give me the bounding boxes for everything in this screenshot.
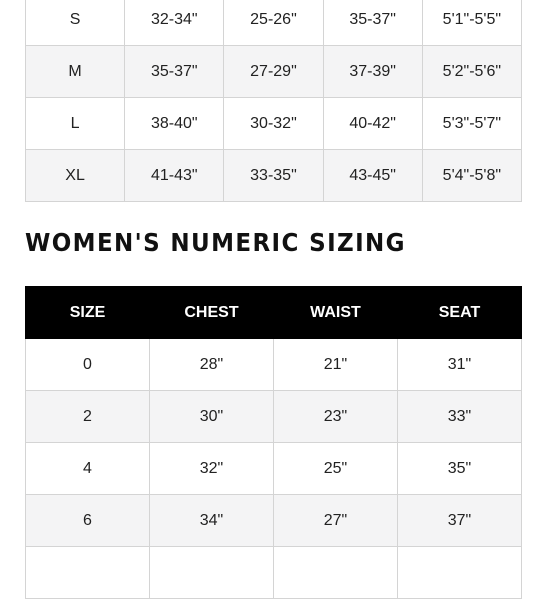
column-header-waist: WAIST <box>274 287 398 339</box>
section-heading: WOMEN'S NUMERIC SIZING <box>25 228 406 257</box>
size-cell: 2 <box>26 391 150 443</box>
height-cell: 5'1"-5'5" <box>422 0 521 46</box>
chest-cell: 35-37" <box>125 46 224 98</box>
table-row <box>26 443 522 495</box>
size-cell: XL <box>26 150 125 202</box>
seat-cell: 35" <box>398 443 522 495</box>
chest-cell: 28" <box>150 339 274 391</box>
size-cell: 4 <box>26 443 150 495</box>
size-cell: S <box>26 0 125 46</box>
seat-cell <box>398 547 522 599</box>
column-header-chest: CHEST <box>150 287 274 339</box>
seat-cell: 33" <box>398 391 522 443</box>
size-cell: L <box>26 98 125 150</box>
chest-cell: 32" <box>150 443 274 495</box>
table-row <box>26 391 522 443</box>
waist-cell: 27" <box>274 495 398 547</box>
column-header-seat: SEAT <box>398 287 522 339</box>
seat-cell: 40-42" <box>323 98 422 150</box>
waist-cell: 27-29" <box>224 46 323 98</box>
column-header-size: SIZE <box>26 287 150 339</box>
chest-cell: 34" <box>150 495 274 547</box>
waist-cell: 33-35" <box>224 150 323 202</box>
table-row <box>26 339 522 391</box>
chest-cell: 30" <box>150 391 274 443</box>
table-row <box>26 46 522 98</box>
numeric-size-table <box>25 286 522 599</box>
size-cell: 6 <box>26 495 150 547</box>
seat-cell: 37-39" <box>323 46 422 98</box>
size-cell <box>26 547 150 599</box>
table-row <box>26 150 522 202</box>
table-row <box>26 98 522 150</box>
height-cell: 5'4"-5'8" <box>422 150 521 202</box>
waist-cell: 23" <box>274 391 398 443</box>
chest-cell: 32-34" <box>125 0 224 46</box>
seat-cell: 43-45" <box>323 150 422 202</box>
seat-cell: 37" <box>398 495 522 547</box>
seat-cell: 35-37" <box>323 0 422 46</box>
table-row <box>26 547 522 599</box>
seat-cell: 31" <box>398 339 522 391</box>
waist-cell: 30-32" <box>224 98 323 150</box>
table-row <box>26 0 522 46</box>
chest-cell <box>150 547 274 599</box>
size-cell: M <box>26 46 125 98</box>
height-cell: 5'2"-5'6" <box>422 46 521 98</box>
letter-size-table <box>25 0 522 202</box>
waist-cell <box>274 547 398 599</box>
waist-cell: 25" <box>274 443 398 495</box>
height-cell: 5'3"-5'7" <box>422 98 521 150</box>
chest-cell: 38-40" <box>125 98 224 150</box>
chest-cell: 41-43" <box>125 150 224 202</box>
table-row <box>26 495 522 547</box>
table-header-row <box>26 287 522 339</box>
size-cell: 0 <box>26 339 150 391</box>
waist-cell: 21" <box>274 339 398 391</box>
waist-cell: 25-26" <box>224 0 323 46</box>
